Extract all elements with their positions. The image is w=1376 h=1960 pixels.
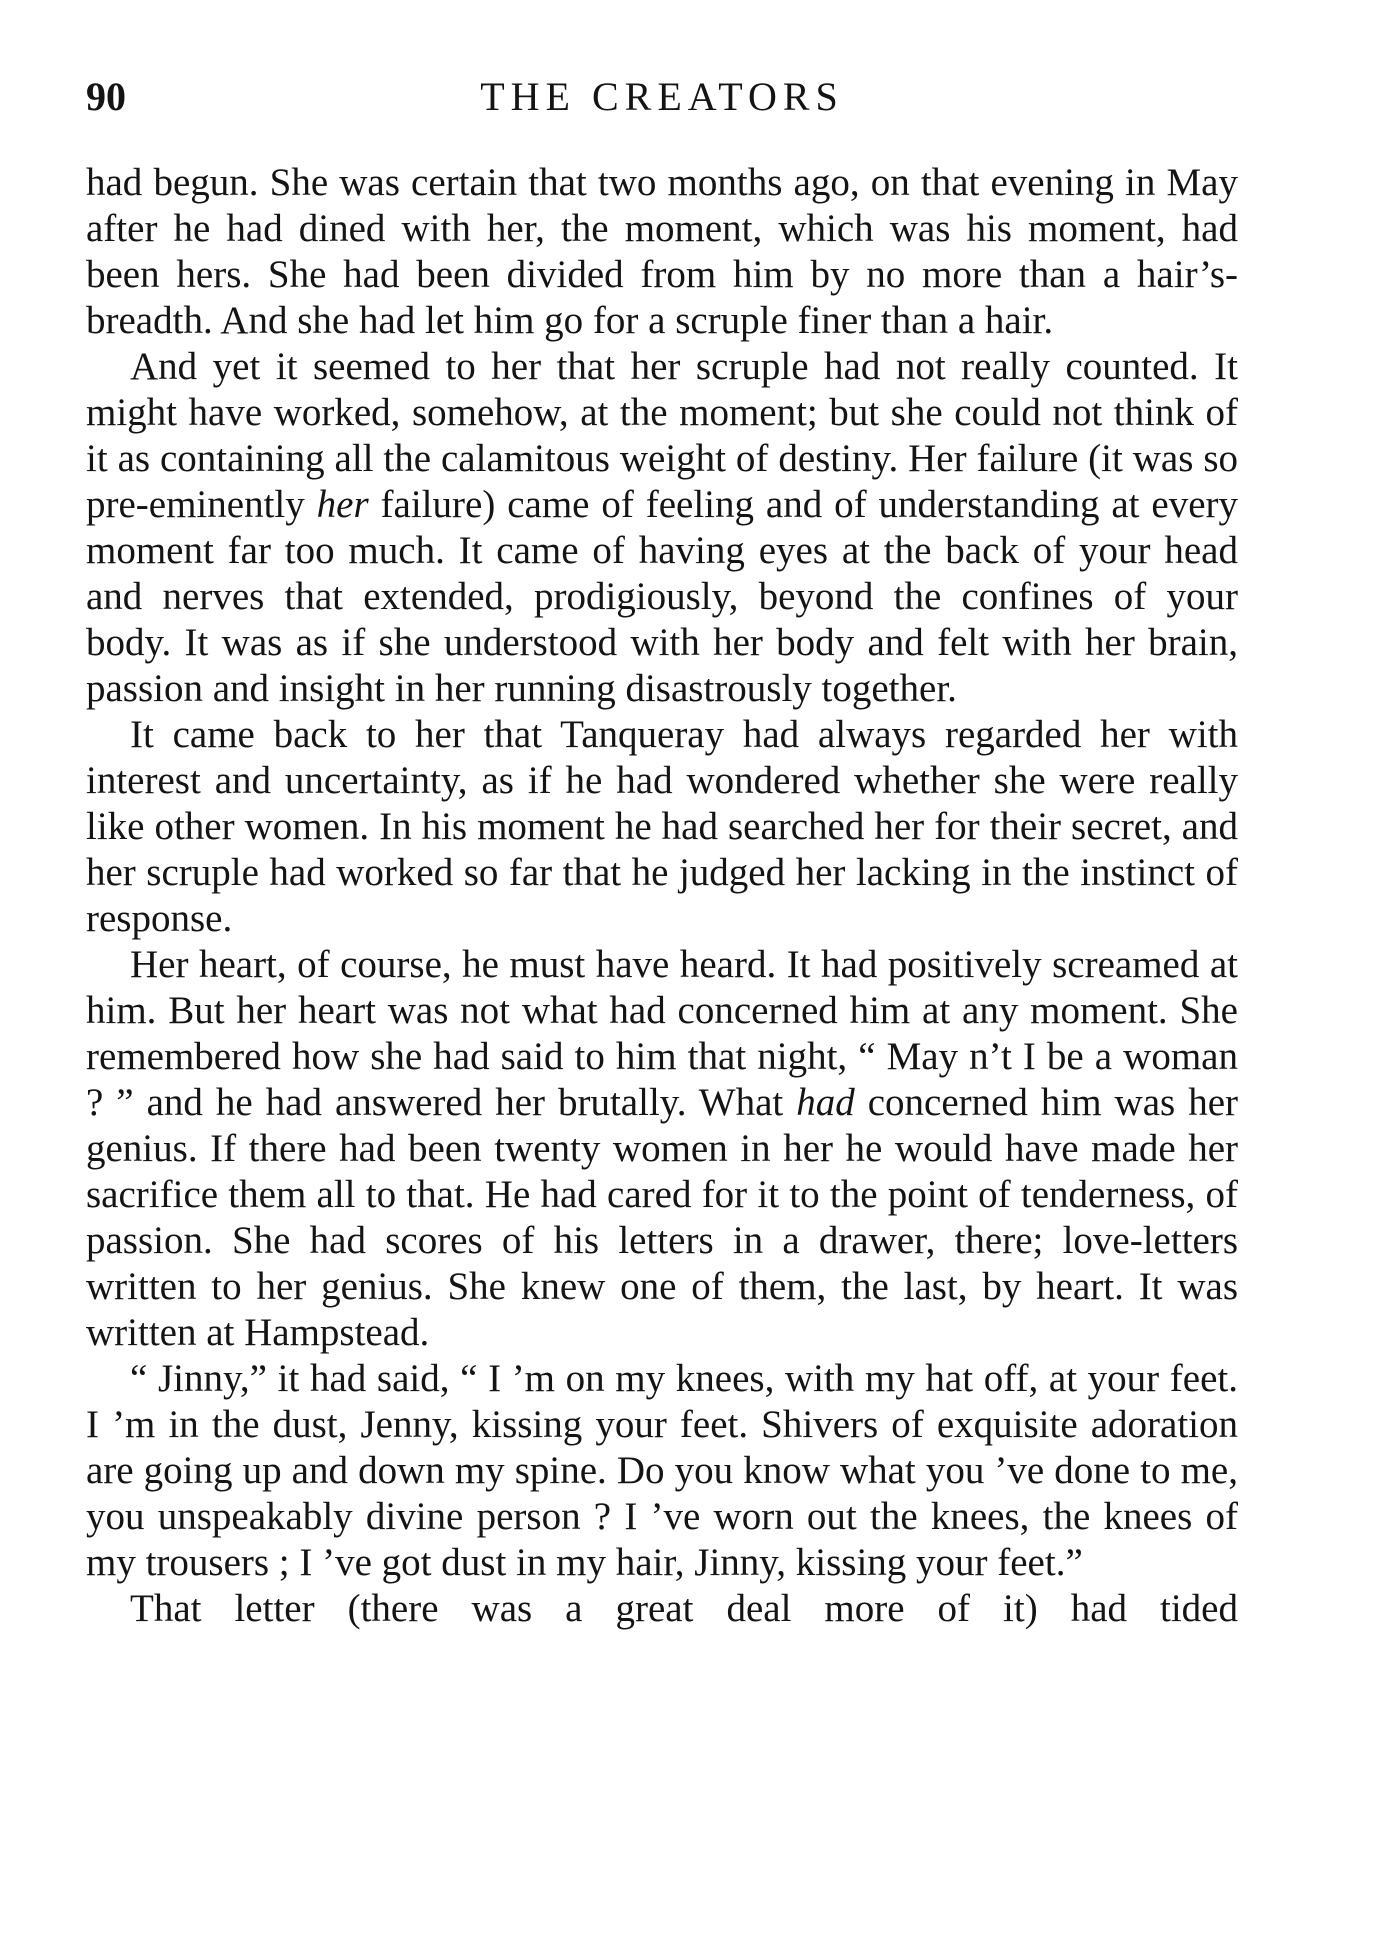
page-number: 90	[86, 74, 126, 119]
paragraph-text: concerned him was her genius. If there had been twenty women in her he would have made her sacrifice them all to that. He had cared for it to the point of tenderness, of passion. She had scores of his letters in a drawer, there; love-letters written to her genius. She knew one of them, the last, by heart. It was written at Hampstead.	[86, 1081, 1238, 1354]
paragraph-text: Her heart, of course, he must have heard. It had positively screamed at him. But her heart was not what had concerned him at any moment. She remembered how she had said to him that night, “ May n’t I be a woman ? ” and he had answered her brutally. What	[86, 943, 1238, 1124]
paragraph-final-line: That letter (there was a great deal more of it) had tided	[130, 1587, 1238, 1630]
paragraph: It came back to her that Tanqueray had always regarded her with interest and uncertainty, as if he had wondered whether she were really like other women. In his moment he had searched her for their secret, and her scruple had worked so far that he judged her lacking in the instinct of response.	[86, 713, 1238, 940]
running-title: THE CREATORS	[480, 74, 844, 119]
italic-word: her	[316, 483, 369, 526]
paragraph	[86, 942, 1238, 1356]
page-header	[86, 72, 1238, 122]
paragraph-continued: had begun. She was certain that two months ago, on that evening in May after he had dined with her, the moment, which was his moment, had been hers. She had been divided from him by no more than a hair’s-breadth. And she had let him go for a scruple finer than a hair.	[86, 161, 1238, 342]
paragraph-text: failure) came of feeling and of understanding at every moment far too much. It came of having eyes at the back of your head and nerves that extended, prodigiously, beyond the confines of your body. It was as if she understood with her body and felt with her brain, passion and insight in her running disastrously together.	[86, 483, 1239, 710]
paragraph-text: And yet it seemed to her that her scruple had not really counted. It might have worked, somehow, at the moment; but she could not think of it as containing all the calamitous weight of destiny. Her failure (it was so pre-eminently	[86, 345, 1238, 526]
body-text	[86, 160, 1238, 1632]
paragraph: “ Jinny,” it had said, “ I ’m on my knees, with my hat off, at your feet. I ’m in the dust, Jenny, kissing your feet. Shivers of exquisite adoration are going up and down my spine. Do you know what you ’ve done to me, you unspeakably divine person ? I ’ve worn out the knees, the knees of my trousers ; I ’ve got dust in my hair, Jinny, kissing your feet.”	[86, 1357, 1238, 1584]
paragraph	[86, 344, 1238, 712]
italic-word: had	[796, 1081, 855, 1124]
